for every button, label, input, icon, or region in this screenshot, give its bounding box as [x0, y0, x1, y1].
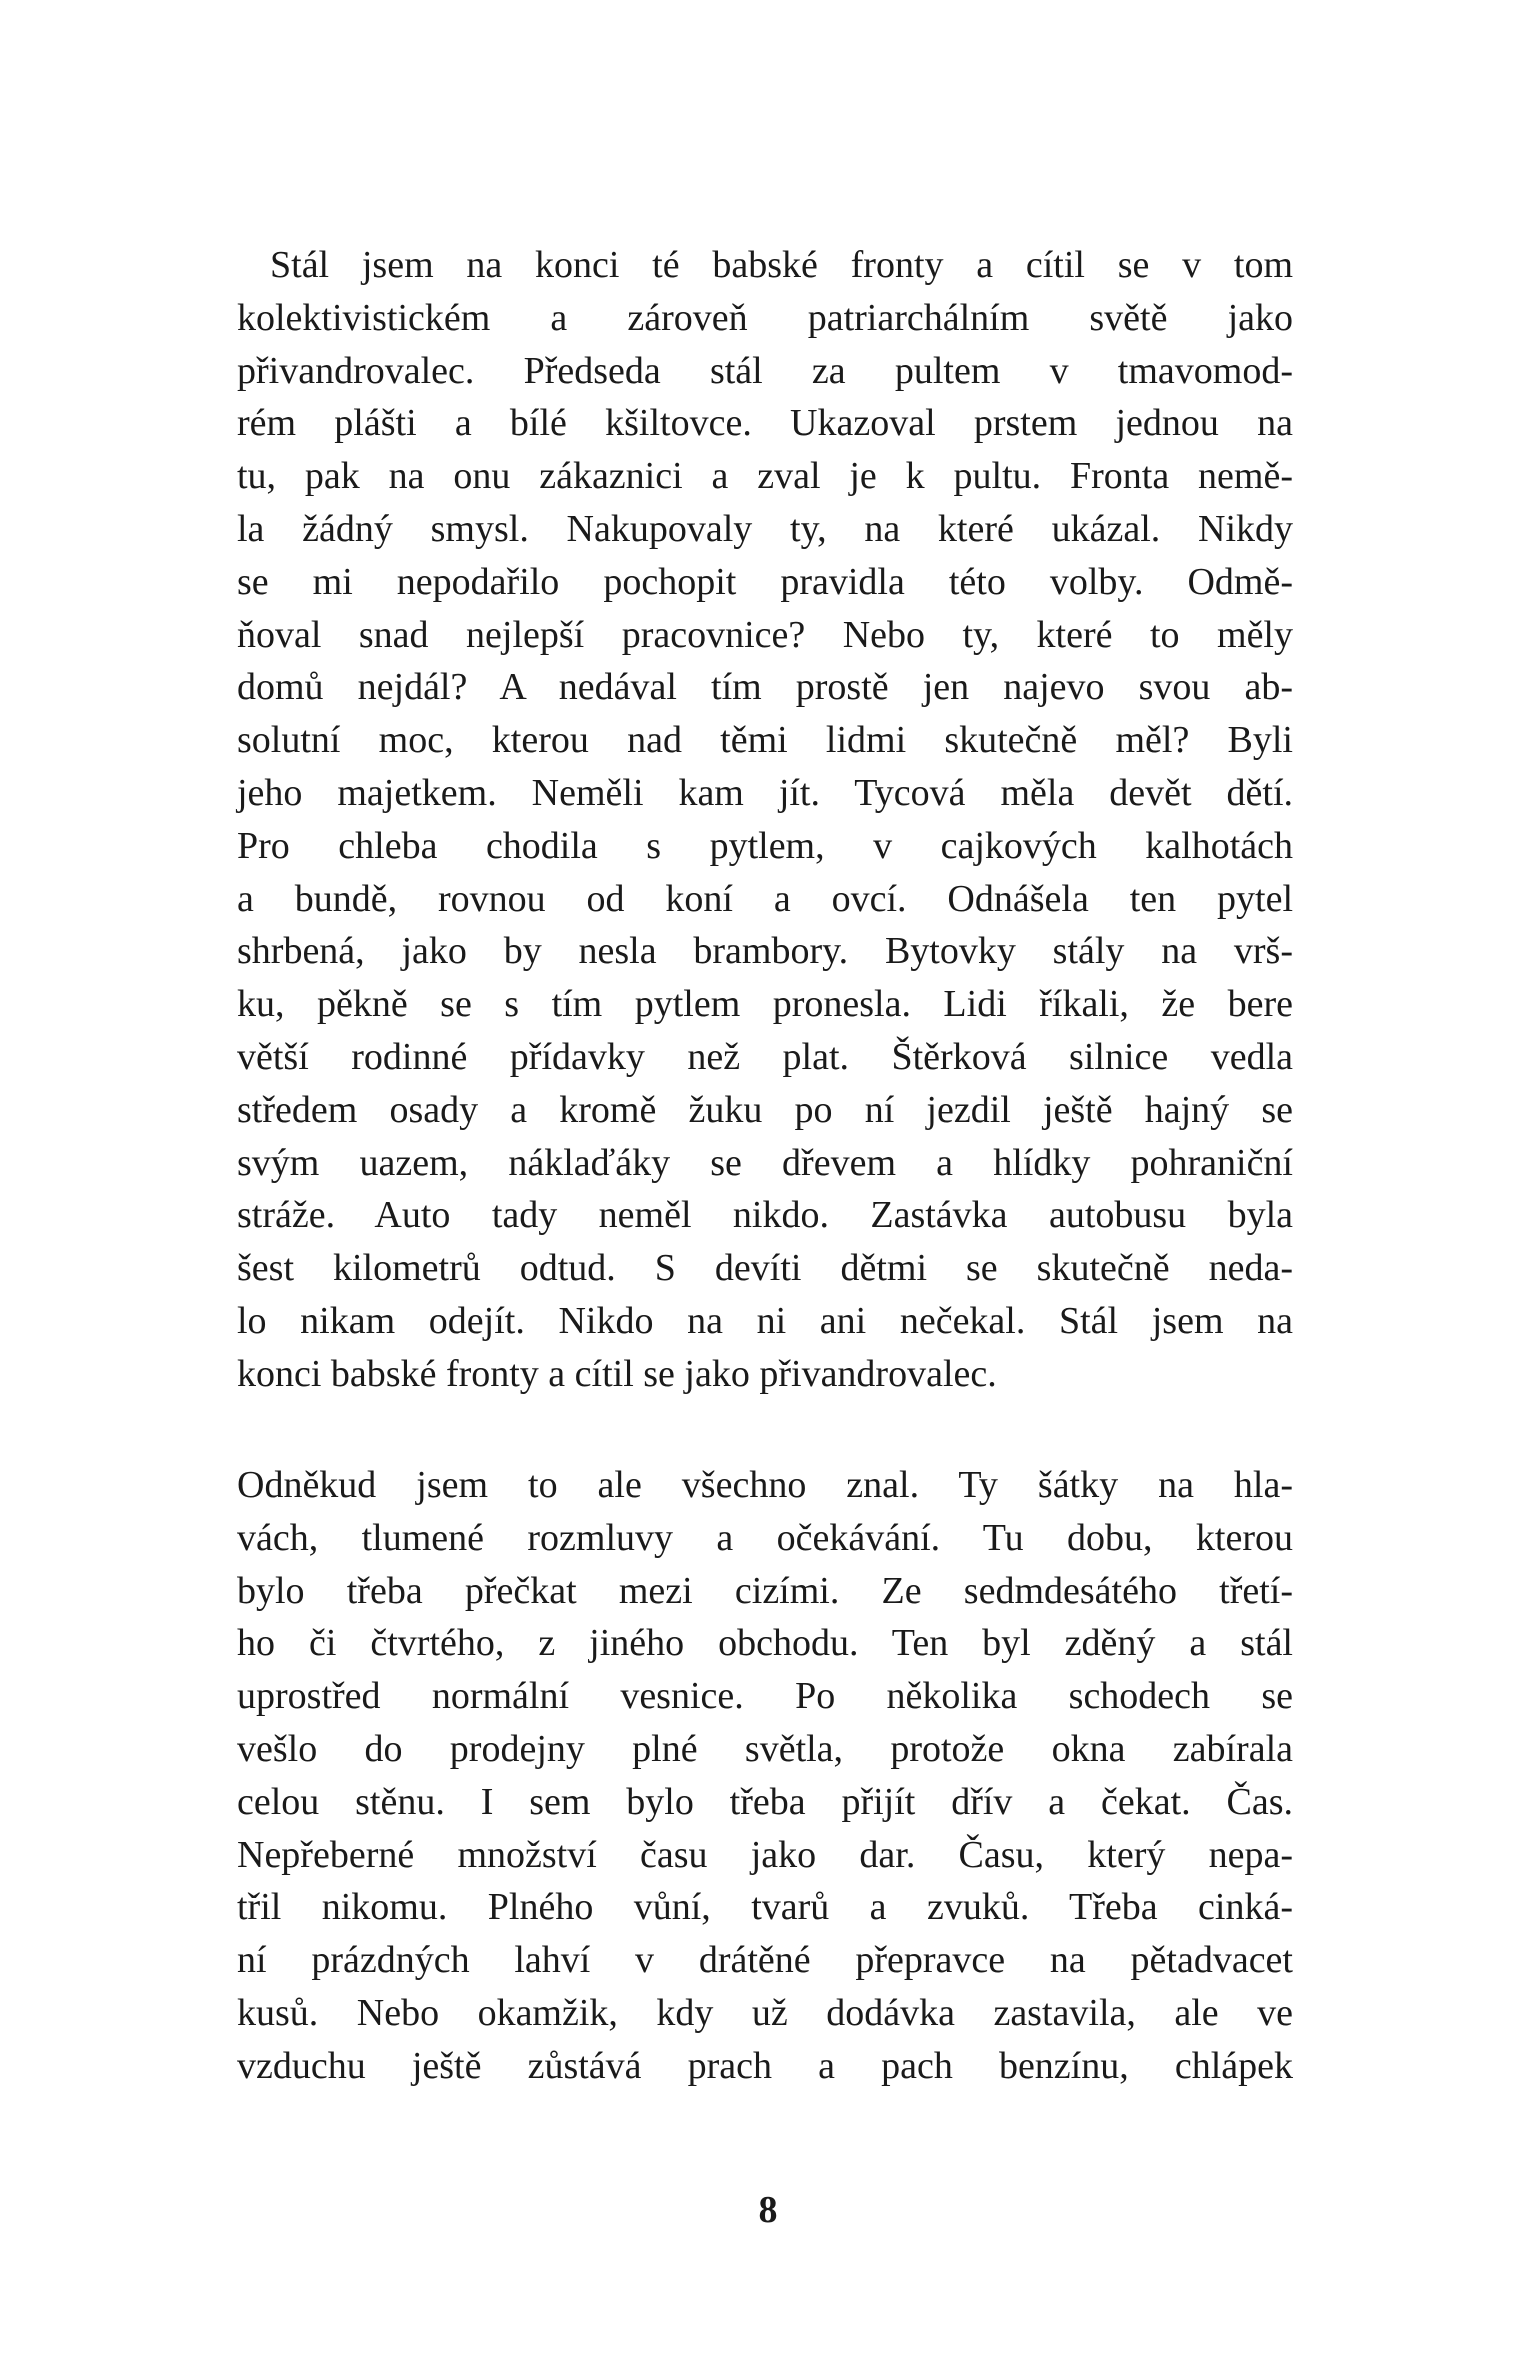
text-line: konci babské fronty a cítil se jako přivandrovalec.	[237, 1352, 997, 1395]
text-line: kolektivistickém a zároveň patriarchálním světě jako	[237, 296, 1293, 339]
paragraph	[237, 239, 1293, 1401]
text-line: ní prázdných lahví v drátěné přepravce na pětadvacet	[237, 1939, 1293, 1982]
text-line: kusů. Nebo okamžik, kdy už dodávka zastavila, ale ve	[237, 1991, 1293, 2034]
text-line: ho či čtvrtého, z jiného obchodu. Ten byl zděný a stál	[237, 1622, 1293, 1665]
text-line: vách, tlumené rozmluvy a očekávání. Tu dobu, kterou	[237, 1516, 1293, 1559]
text-line: třil nikomu. Plného vůní, tvarů a zvuků. Třeba cinká-	[237, 1886, 1293, 1929]
paragraph	[237, 1459, 1293, 2093]
text-line: Odněkud jsem to ale všechno znal. Ty šátky na hla-	[237, 1464, 1293, 1506]
text-line: uprostřed normální vesnice. Po několika schodech se	[237, 1675, 1293, 1718]
text-line: jeho majetkem. Neměli kam jít. Tycová měla devět dětí.	[237, 771, 1293, 814]
text-line: tu, pak na onu zákaznici a zval je k pultu. Fronta nemě-	[237, 455, 1293, 498]
page-number: 8	[758, 2189, 778, 2231]
text-line: celou stěnu. I sem bylo třeba přijít dřív a čekat. Čas.	[237, 1780, 1293, 1823]
text-line: shrbená, jako by nesla brambory. Bytovky stály na vrš-	[237, 930, 1293, 973]
text-line: ku, pěkně se s tím pytlem pronesla. Lidi říkali, že bere	[237, 983, 1293, 1026]
text-line: lo nikam odejít. Nikdo na ni ani nečekal. Stál jsem na	[237, 1299, 1293, 1342]
text-line: větší rodinné přídavky než plat. Štěrková silnice vedla	[237, 1035, 1293, 1078]
text-line: domů nejdál? A nedával tím prostě jen najevo svou ab-	[237, 666, 1293, 709]
text-line: rém plášti a bílé kšiltovce. Ukazoval prstem jednou na	[237, 402, 1293, 445]
text-line: stráže. Auto tady neměl nikdo. Zastávka autobusu byla	[237, 1194, 1293, 1237]
text-line: se mi nepodařilo pochopit pravidla této volby. Odmě-	[237, 560, 1293, 603]
text-line: šest kilometrů odtud. S devíti dětmi se skutečně neda-	[237, 1247, 1293, 1290]
text-line: a bundě, rovnou od koní a ovcí. Odnášela ten pytel	[237, 877, 1293, 920]
text-line: vešlo do prodejny plné světla, protože okna zabírala	[237, 1727, 1293, 1770]
text-line: svým uazem, náklaďáky se dřevem a hlídky pohraniční	[237, 1141, 1293, 1184]
text-line: la žádný smysl. Nakupovaly ty, na které ukázal. Nikdy	[237, 507, 1293, 550]
text-line: ňoval snad nejlepší pracovnice? Nebo ty, které to měly	[237, 613, 1293, 656]
text-line: bylo třeba přečkat mezi cizími. Ze sedmdesátého třetí-	[237, 1569, 1293, 1612]
text-line: vzduchu ještě zůstává prach a pach benzínu, chlápek	[237, 2044, 1293, 2087]
text-line: přivandrovalec. Předseda stál za pultem v tmavomod-	[237, 349, 1293, 392]
text-line: solutní moc, kterou nad těmi lidmi skutečně měl? Byli	[237, 719, 1293, 762]
text-line: Stál jsem na konci té babské fronty a cítil se v tom	[270, 244, 1293, 286]
text-line: středem osady a kromě žuku po ní jezdil ještě hajný se	[237, 1088, 1293, 1131]
text-line: Pro chleba chodila s pytlem, v cajkových kalhotách	[237, 824, 1293, 867]
text-line: Nepřeberné množství času jako dar. Času, který nepa-	[237, 1833, 1293, 1876]
